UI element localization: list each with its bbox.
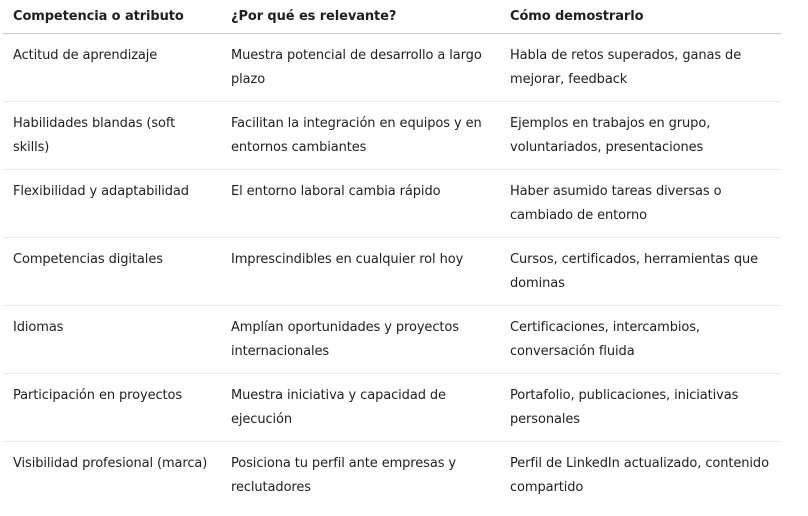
cell-competencia: Visibilidad profesional (marca): [13, 456, 208, 471]
cell-demostrar: Certificaciones, intercambios, conversación fluida: [500, 306, 781, 374]
cell-relevancia: Imprescindibles en cualquier rol hoy: [221, 238, 500, 306]
cell-demostrar: Ejemplos en trabajos en grupo, voluntariados, presentaciones: [500, 102, 781, 170]
cell-demostrar: Haber asumido tareas diversas o cambiado de entorno: [500, 170, 781, 238]
cell-relevancia: Muestra potencial de desarrollo a largo plazo: [221, 34, 500, 102]
cell-demostrar: Portafolio, publicaciones, iniciativas personales: [500, 374, 781, 442]
cell-competencia: Idiomas: [3, 306, 221, 374]
cell-competencia: Habilidades blandas (soft skills): [3, 102, 221, 170]
table-row: [3, 102, 781, 170]
table-row: [3, 442, 781, 510]
cell-demostrar: Perfil de LinkedIn actualizado, contenido compartido: [510, 456, 769, 495]
table-row: [3, 374, 781, 442]
cell-competencia: Competencias digitales: [3, 238, 221, 306]
table-row: [3, 306, 781, 374]
table-row: [3, 34, 781, 102]
cell-competencia: Actitud de aprendizaje: [3, 34, 221, 102]
cell-competencia: Participación en proyectos: [3, 374, 221, 442]
table-row: [3, 238, 781, 306]
cell-competencia: Flexibilidad y adaptabilidad: [3, 170, 221, 238]
header-competencia: Competencia o atributo: [3, 0, 221, 34]
header-demostrar: Cómo demostrarlo: [500, 0, 781, 34]
cell-relevancia: Muestra iniciativa y capacidad de ejecución: [221, 374, 500, 442]
competencies-table: [3, 0, 781, 509]
table-row: [3, 170, 781, 238]
cell-relevancia: Amplían oportunidades y proyectos internacionales: [221, 306, 500, 374]
cell-demostrar: Cursos, certificados, herramientas que dominas: [500, 238, 781, 306]
cell-demostrar: Habla de retos superados, ganas de mejorar, feedback: [500, 34, 781, 102]
cell-relevancia: El entorno laboral cambia rápido: [221, 170, 500, 238]
header-relevancia: ¿Por qué es relevante?: [221, 0, 500, 34]
cell-relevancia: Facilitan la integración en equipos y en entornos cambiantes: [221, 102, 500, 170]
table-header-row: [3, 0, 781, 34]
cell-relevancia: Posiciona tu perfil ante empresas y reclutadores: [231, 456, 457, 495]
